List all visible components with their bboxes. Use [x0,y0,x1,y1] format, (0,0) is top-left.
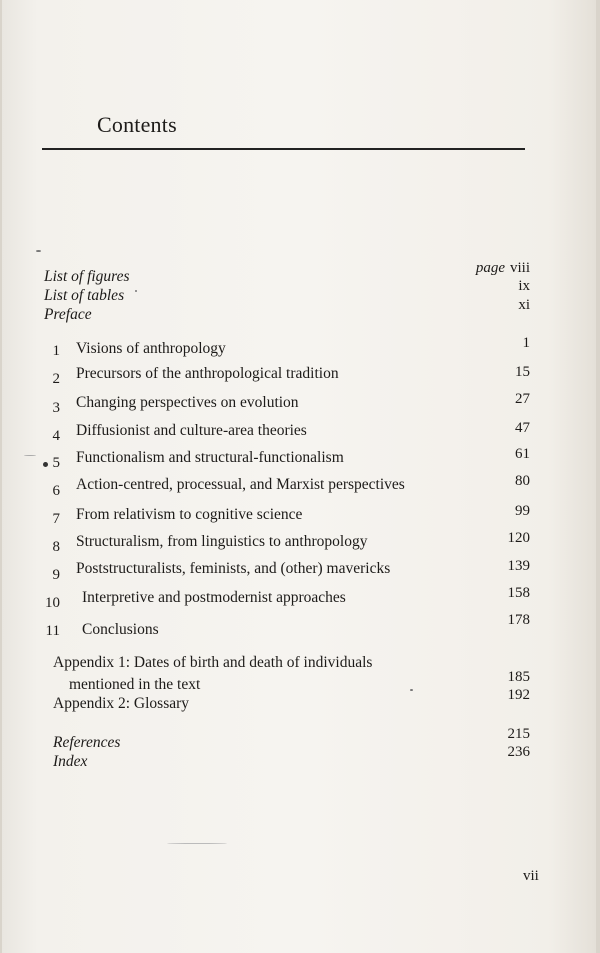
chapter-title: Changing perspectives on evolution [76,394,299,411]
chapter-number: 7 [52,511,60,527]
chapter-title: Structuralism, from linguistics to anthropology [76,533,368,550]
chapter-number: 9 [52,567,60,583]
chapter-title: Diffusionist and culture-area theories [76,422,307,439]
chapter-title: Precursors of the anthropological tradition [76,365,339,382]
scan-speck [135,290,137,292]
chapter-title: Visions of anthropology [76,340,226,357]
toc-page-appendix-2: 192 [507,687,530,703]
chapter-number: 1 [52,343,60,359]
chapter-title: From relativism to cognitive science [76,506,303,523]
toc-entry-appendix-1: Appendix 1: Dates of birth and death of individuals [53,654,373,671]
chapter-number: 2 [52,371,60,387]
chapter-page: 15 [515,364,530,380]
chapter-page: 80 [515,473,530,489]
chapter-page: 1 [522,335,530,351]
toc-page-list-of-tables: ix [518,278,530,294]
chapter-number: 4 [52,428,60,444]
scan-speck [410,689,413,691]
chapter-page: 47 [515,420,530,436]
toc-entry-references: References [53,734,121,751]
book-page [2,0,596,953]
chapter-number: 5 [52,455,60,471]
toc-entry-list-of-figures: List of figures [44,268,130,285]
page-folio: vii [523,868,539,884]
chapter-title: Functionalism and structural-functionalism [76,449,344,466]
page-number: viii [509,260,530,276]
scan-speck [167,843,227,844]
chapter-page: 61 [515,446,530,462]
toc-page-index: 236 [507,744,530,760]
chapter-title: Interpretive and postmodernist approaches [82,589,346,606]
title-rule [42,148,525,150]
toc-entry-appendix-1-continued: mentioned in the text [69,676,201,693]
page-title: Contents [97,112,177,137]
toc-page-preface: xi [518,297,530,313]
toc-page-references: 215 [507,726,530,742]
scan-speck [36,250,41,252]
toc-page-list-of-figures [476,260,530,277]
chapter-page: 178 [507,612,530,628]
chapter-number: 3 [52,400,60,416]
chapter-title: Poststructuralists, feminists, and (other) mavericks [76,560,391,577]
toc-entry-index: Index [53,753,88,770]
chapter-number: 8 [52,539,60,555]
chapter-title: Action-centred, processual, and Marxist perspectives [76,476,405,493]
toc-entry-appendix-2: Appendix 2: Glossary [53,695,190,712]
chapter-number: 11 [45,623,60,639]
chapter-page: 139 [507,558,530,574]
chapter-page: 99 [515,503,530,519]
page-label: page [475,260,505,276]
toc-entry-preface: Preface [44,306,92,323]
scan-speck [24,455,36,456]
chapter-number: 6 [52,483,60,499]
toc-entry-list-of-tables: List of tables [44,287,125,304]
chapter-page: 158 [507,585,530,601]
chapter-page: 120 [507,530,530,546]
chapter-number: 10 [45,595,60,611]
chapter-title: Conclusions [82,621,159,638]
toc-page-appendix-1: 185 [507,669,530,685]
chapter-page: 27 [515,391,530,407]
